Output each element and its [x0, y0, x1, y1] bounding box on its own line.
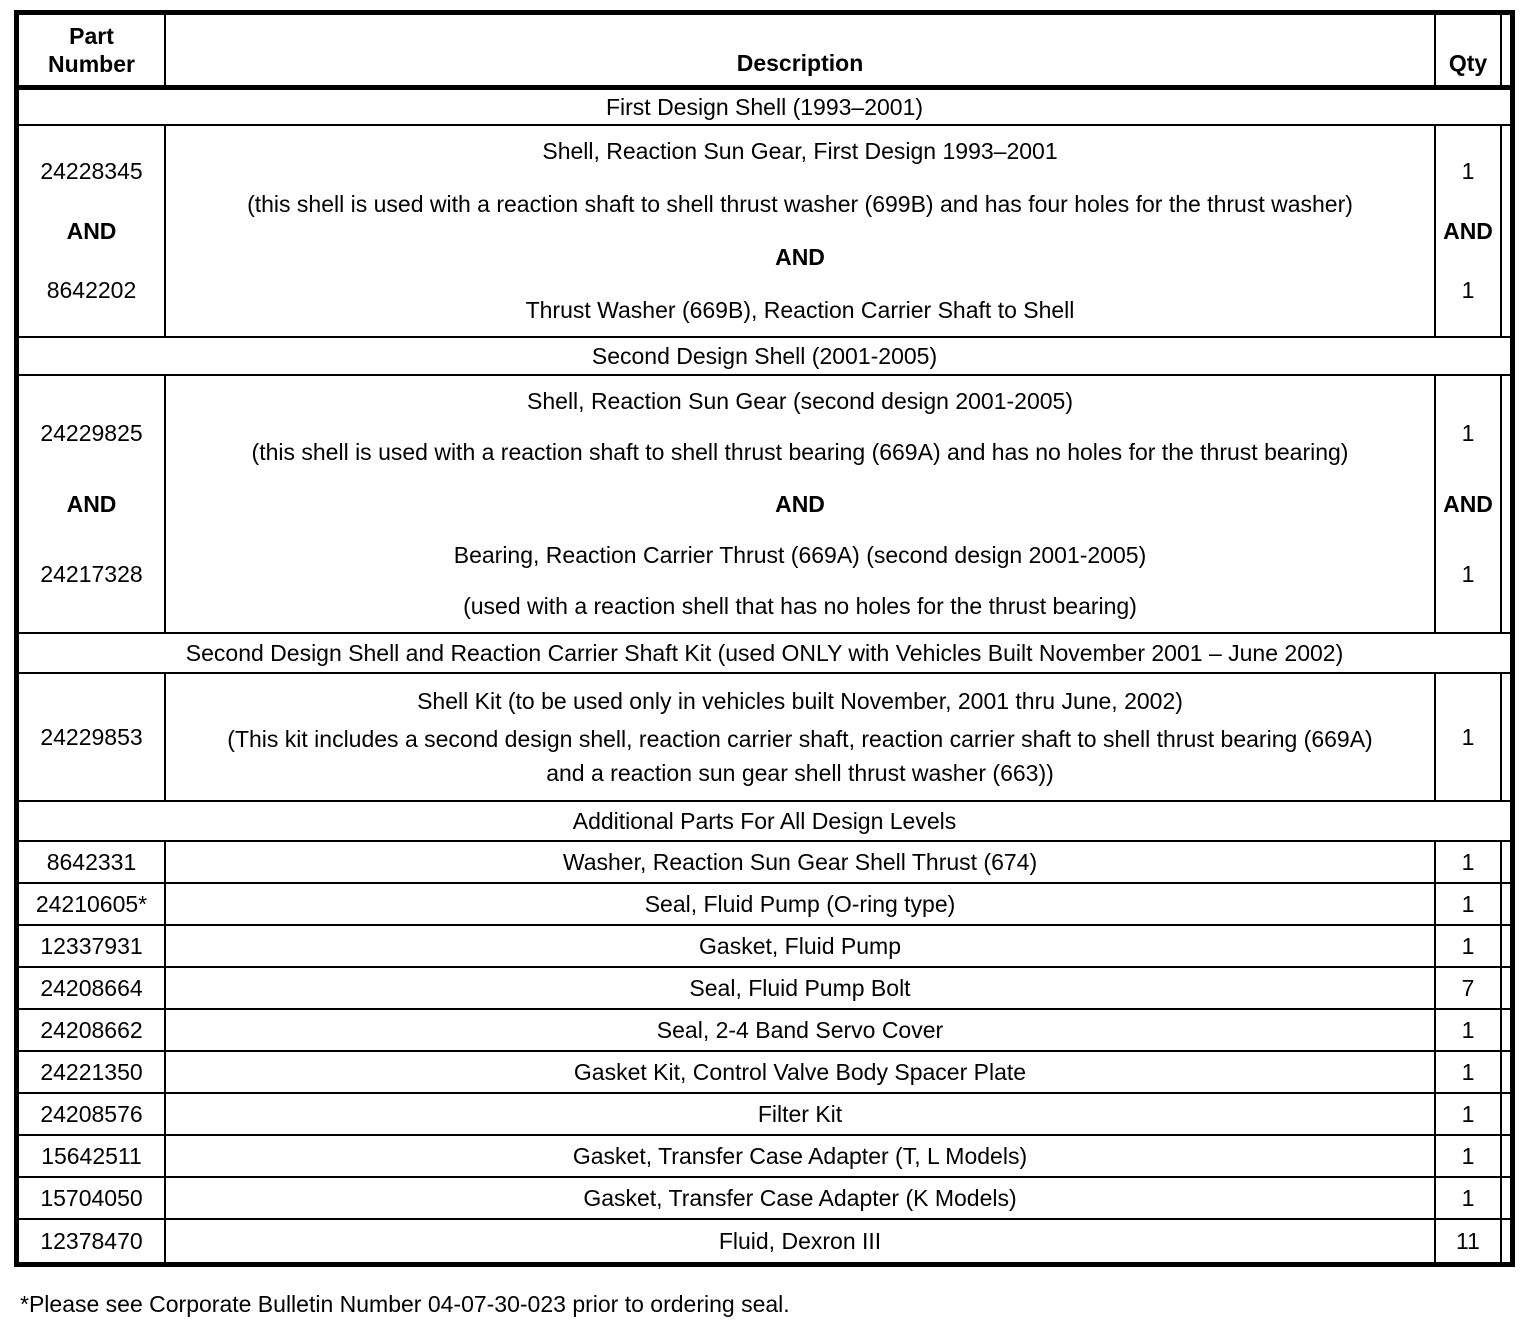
part-number-cell: 24208664	[19, 968, 166, 1008]
qty-cell	[1436, 674, 1502, 800]
spacer-cell	[1502, 15, 1510, 85]
part-number-cell: 12337931	[19, 926, 166, 966]
part-number-cell: 15704050	[19, 1178, 166, 1218]
part-number-cell: 15642511	[19, 1136, 166, 1176]
description-paragraph	[227, 722, 1372, 790]
qty-value: 1	[1461, 419, 1475, 446]
part-number-cell	[19, 126, 166, 336]
part-number: 24228345	[40, 158, 143, 185]
description-cell	[166, 674, 1436, 800]
header-part-line1: Part	[69, 23, 114, 49]
table-row	[19, 1052, 1510, 1094]
table-row	[19, 926, 1510, 968]
section-header-first-design-shell: First Design Shell (1993–2001)	[19, 90, 1510, 126]
description-line: Shell Kit (to be used only in vehicles built November, 2001 thru June, 2002)	[417, 688, 1183, 714]
description-cell: Seal, Fluid Pump Bolt	[166, 968, 1436, 1008]
qty-cell	[1436, 376, 1502, 632]
part-number-cell: 24208576	[19, 1094, 166, 1134]
description-cell: Gasket Kit, Control Valve Body Spacer Plate	[166, 1052, 1436, 1092]
qty-cell: 1	[1436, 1136, 1502, 1176]
qty-value: 1	[1461, 276, 1475, 303]
qty-value: 1	[1461, 158, 1475, 185]
description-line: (used with a reaction shell that has no holes for the thrust bearing)	[463, 593, 1137, 619]
table-header-row	[19, 15, 1510, 90]
description-cell: Gasket, Transfer Case Adapter (T, L Models)	[166, 1136, 1436, 1176]
table-row	[19, 1010, 1510, 1052]
qty-cell: 11	[1436, 1220, 1502, 1262]
parts-table	[14, 10, 1515, 1267]
qty-value: 1	[1461, 561, 1475, 588]
section-header-second-design-shell: Second Design Shell (2001-2005)	[19, 338, 1510, 376]
description-cell: Seal, 2-4 Band Servo Cover	[166, 1010, 1436, 1050]
and-label: AND	[775, 244, 825, 270]
description-cell	[166, 126, 1436, 336]
description-cell: Gasket, Fluid Pump	[166, 926, 1436, 966]
and-label: AND	[1443, 217, 1493, 244]
qty-cell: 7	[1436, 968, 1502, 1008]
spacer-cell	[1502, 126, 1510, 336]
description-line: (This kit includes a second design shell, reaction carrier shaft, reaction carrier shaft to shell thrust bearing (669A)	[227, 726, 1373, 752]
part-number-cell	[19, 674, 166, 800]
spacer-cell	[1502, 674, 1510, 800]
description-line: Thrust Washer (669B), Reaction Carrier Shaft to Shell	[525, 297, 1075, 323]
spacer-cell	[1502, 884, 1510, 924]
description-line: and a reaction sun gear shell thrust washer (663))	[546, 760, 1054, 786]
section-header-shell-kit: Second Design Shell and Reaction Carrier Shaft Kit (used ONLY with Vehicles Built November 2001 – June 2002)	[19, 634, 1510, 674]
part-number-cell	[19, 376, 166, 632]
description-line: (this shell is used with a reaction shaft to shell thrust bearing (669A) and has no holes for the thrust bearing)	[251, 439, 1349, 466]
qty-cell: 1	[1436, 1178, 1502, 1218]
qty-cell	[1436, 126, 1502, 336]
qty-cell: 1	[1436, 1010, 1502, 1050]
footnote: *Please see Corporate Bulletin Number 04-07-30-023 prior to ordering seal.	[20, 1291, 790, 1317]
spacer-cell	[1502, 1136, 1510, 1176]
table-row	[19, 842, 1510, 884]
and-label: AND	[775, 490, 825, 517]
table-row-first-design	[19, 126, 1510, 338]
description-cell: Seal, Fluid Pump (O-ring type)	[166, 884, 1436, 924]
part-number-cell: 8642331	[19, 842, 166, 882]
header-qty: Qty	[1436, 15, 1502, 85]
table-row	[19, 1220, 1510, 1262]
spacer-cell	[1502, 376, 1510, 632]
table-row	[19, 1136, 1510, 1178]
header-part-line2: Number	[48, 51, 135, 77]
table-row	[19, 1094, 1510, 1136]
description-cell: Washer, Reaction Sun Gear Shell Thrust (674)	[166, 842, 1436, 882]
table-row-shell-kit	[19, 674, 1510, 802]
description-cell: Fluid, Dexron III	[166, 1220, 1436, 1262]
spacer-cell	[1502, 1178, 1510, 1218]
qty-cell: 1	[1436, 926, 1502, 966]
part-number-cell: 12378470	[19, 1220, 166, 1262]
qty-cell: 1	[1436, 884, 1502, 924]
description-line: Shell, Reaction Sun Gear, First Design 1993–2001	[542, 138, 1058, 164]
part-number: 24229853	[40, 723, 143, 750]
table-row	[19, 1178, 1510, 1220]
description-cell: Gasket, Transfer Case Adapter (K Models)	[166, 1178, 1436, 1218]
qty-cell: 1	[1436, 1094, 1502, 1134]
description-line: Shell, Reaction Sun Gear (second design 2001-2005)	[527, 388, 1073, 414]
part-number: 24229825	[40, 419, 143, 446]
qty-cell: 1	[1436, 1052, 1502, 1092]
part-number-cell: 24208662	[19, 1010, 166, 1050]
table-row	[19, 968, 1510, 1010]
spacer-cell	[1502, 1094, 1510, 1134]
description-line: Bearing, Reaction Carrier Thrust (669A) (second design 2001-2005)	[453, 541, 1147, 568]
spacer-cell	[1502, 926, 1510, 966]
description-line: (this shell is used with a reaction shaft to shell thrust washer (699B) and has four holes for the thrust washer)	[247, 191, 1353, 217]
spacer-cell	[1502, 1010, 1510, 1050]
qty-cell: 1	[1436, 842, 1502, 882]
header-part-number	[19, 15, 166, 85]
part-number: 24217328	[40, 561, 143, 588]
and-label: AND	[1443, 490, 1493, 517]
spacer-cell	[1502, 842, 1510, 882]
description-cell	[166, 376, 1436, 632]
table-row-second-design	[19, 376, 1510, 634]
header-description: Description	[166, 15, 1436, 85]
and-label: AND	[66, 217, 117, 244]
table-row	[19, 884, 1510, 926]
part-number: 8642202	[46, 276, 137, 303]
part-number-cell: 24210605*	[19, 884, 166, 924]
and-label: AND	[66, 490, 117, 517]
description-cell: Filter Kit	[166, 1094, 1436, 1134]
qty-value: 1	[1461, 723, 1475, 750]
section-header-additional-parts: Additional Parts For All Design Levels	[19, 802, 1510, 842]
part-number-cell: 24221350	[19, 1052, 166, 1092]
spacer-cell	[1502, 1052, 1510, 1092]
spacer-cell	[1502, 968, 1510, 1008]
spacer-cell	[1502, 1220, 1510, 1262]
